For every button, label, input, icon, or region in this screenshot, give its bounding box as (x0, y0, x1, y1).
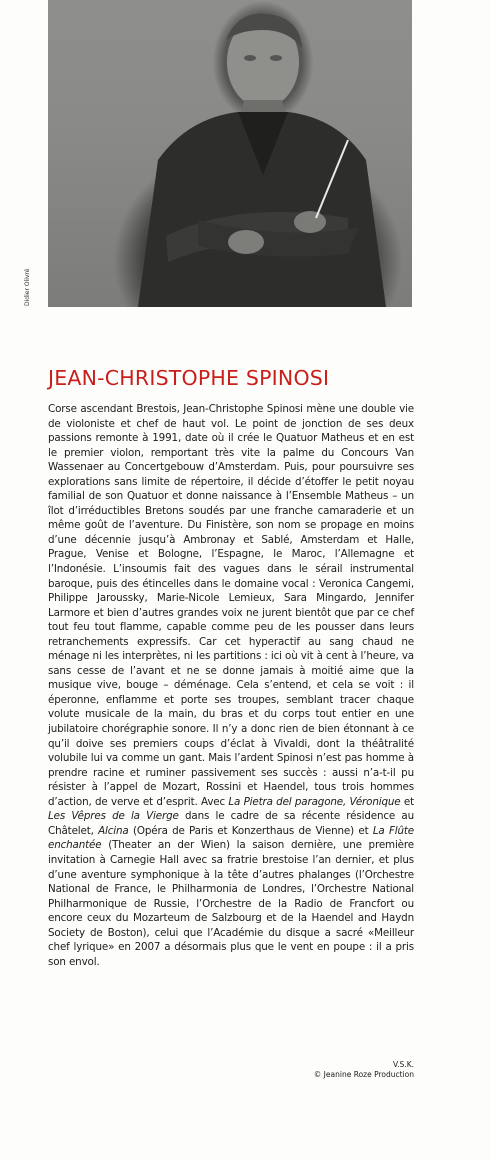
photo-credit: Didier Olivré (24, 268, 31, 306)
biography-text (48, 402, 414, 969)
text-run: (Opéra de Paris et Konzerthaus de Vienne) et (128, 824, 373, 837)
portrait-illustration (48, 0, 412, 307)
text-run: et (400, 795, 414, 808)
portrait-photo (48, 0, 412, 307)
work-title: Les Vêpres de la Vierge (48, 810, 179, 823)
text-run: Corse ascendant Brestois, Jean-Christophe Spinosi mène une double vie de violoniste et chef de haut vol. Le point de jonction de ses deux passions remonte à 1991, date où il crée le Quatuor Matheus et en est le premier violon, remportant très vite la palme du Concours Van Wassenaer au Concertgebouw d’Amsterdam. Puis, pour poursuivre ses explorations sans limite de répertoire, il décide d’étoffer le petit noyau familial de son Quatuor et donne naissance à l’Ensemble Matheus – un îlot d’irréductibles Bretons soudés par une franche camaraderie et un même goût de l’aventure. Du Finistère, son nom se propage en moins d’une décennie jusqu’à Ambronay et Sablé, Amsterdam et Halle, Prague, Venise et Bologne, l’Espagne, le Maroc, l’Allemagne et l’Indonésie. L’insoumis fait des vagues dans le sérail instrumental baroque, puis des étincelles dans le domaine vocal : Veronica Cangemi, Philippe Jaroussky, Marie-Nicole Lemieux, Sara Mingardo, Jennifer Larmore et bien d’autres grandes voix ne jurent bientôt que par ce chef tout feu tout flamme, capable comme peu de les pousser dans leurs retranchements expressifs. Car cet hyperactif au sang chaud ne ménage ni les interprètes, ni les partitions : ici où vit à cent à l’heure, va sans cesse de l’avant et ne se donne jamais à moitié aime que la musique vive, bouge – déménage. Cela s’entend, et cela se voit : il éperonne, enflamme et porte ses troupes, semblant tracer chaque volute musicale de la main, du bras et du corps tout entier en une jubilatoire chorégraphie sonore. Il n’y a donc rien de bien étonnant à ce qu’il doive ses premiers coups d’éclat à Vivaldi, dont la théâtralité volubile lui va comme un gant. Mais l’ardent Spinosi n’est pas homme à prendre racine et ruminer passivement ses succès : aussi n’a-t-il pu résister à l’appel de Mozart, Rossini et Haendel, tous trois hommes d’action, de verve et d’esprit. Avec (48, 403, 414, 808)
work-title: La Pietra del paragone, Véronique (228, 795, 401, 808)
work-title: La Flûte enchantée (48, 824, 414, 852)
work-title: Alcina (98, 824, 129, 837)
article-title: JEAN-CHRISTOPHE SPINOSI (48, 366, 330, 390)
author-initials: V.S.K. (393, 1060, 414, 1069)
signature-block (314, 1060, 414, 1080)
copyright-line: © Jeanine Roze Production (313, 1070, 414, 1079)
text-run: (Theater an der Wien) la saison dernière, une première invitation à Carnegie Hall avec sa fratrie brestoise l’an dernier, et plus d’une aventure symphonique à la tête d’autres phalanges (l’Orchestre National de France, le Philharmonia de Londres, l’Orchestre National Philharmonique de Russie, l’Orchestre de la Radio de Francfort ou encore ceux du Mozarteum de Salzbourg et de la Haendel and Haydn Society de Boston), celui que l’Académie du disque a sacré «Meilleur chef lyrique» en 2007 a désormais plus que le vent en poupe : il a pris son envol. (48, 839, 414, 968)
text-run: dans le cadre de sa récente résidence au Châtelet, (48, 810, 414, 837)
